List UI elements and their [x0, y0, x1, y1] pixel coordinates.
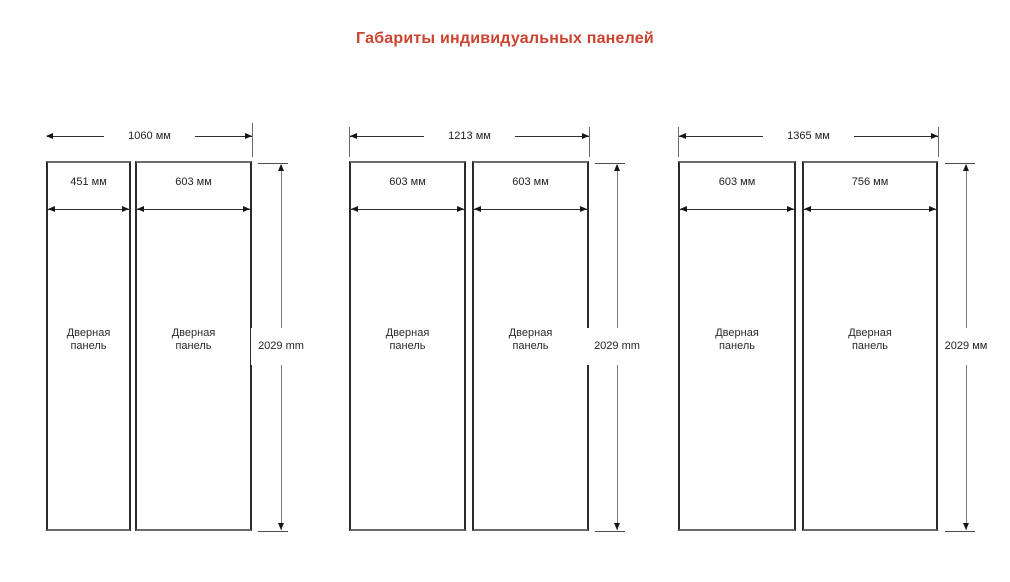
arrowhead-right-icon	[243, 206, 250, 212]
height-label: 2029 мм	[926, 328, 1006, 365]
arrowhead-right-icon	[457, 206, 464, 212]
dimension-tick	[589, 127, 590, 157]
arrowhead-up-icon	[614, 164, 620, 171]
panel-width-arrow-line	[474, 209, 587, 210]
arrowhead-up-icon	[278, 164, 284, 171]
page-title: Габариты индивидуальных панелей	[356, 30, 654, 47]
height-label: 2029 mm	[241, 328, 321, 365]
dimension-tick	[252, 123, 253, 157]
height-extension-line	[595, 163, 625, 164]
arrowhead-left-icon	[804, 206, 811, 212]
dimension-tick	[938, 127, 939, 157]
panel-label: Дверная панель	[848, 327, 892, 352]
panel-label: Дверная панель	[171, 327, 216, 352]
panel-label: Дверная панель	[66, 327, 111, 352]
height-extension-line	[945, 163, 975, 164]
height-extension-line	[945, 531, 975, 532]
arrowhead-left-icon	[48, 206, 55, 212]
arrowhead-left-icon	[351, 206, 358, 212]
arrowhead-right-icon	[787, 206, 794, 212]
panel-width-arrow-line	[680, 209, 794, 210]
arrowhead-right-icon	[580, 206, 587, 212]
panel-width-arrow-line	[351, 209, 464, 210]
total-width-label: 1060 мм	[47, 130, 252, 143]
panel-label: Дверная панель	[508, 327, 553, 352]
panel-width-label: 603 мм	[512, 176, 549, 188]
panel-width-label: 603 мм	[389, 176, 426, 188]
panel-width-label: 756 мм	[851, 176, 889, 188]
panel-width-arrow-line	[804, 209, 936, 210]
arrowhead-down-icon	[963, 523, 969, 530]
panel-width-label: 603 мм	[718, 176, 756, 188]
height-extension-line	[595, 531, 625, 532]
arrowhead-down-icon	[614, 523, 620, 530]
panel-width-arrow-line	[137, 209, 250, 210]
panel-width-label: 451 мм	[70, 176, 107, 188]
panel-width-label: 603 мм	[175, 176, 212, 188]
arrowhead-right-icon	[122, 206, 129, 212]
arrowhead-right-icon	[929, 206, 936, 212]
panel-label: Дверная панель	[385, 327, 430, 352]
height-extension-line	[258, 531, 288, 532]
arrowhead-left-icon	[137, 206, 144, 212]
arrowhead-up-icon	[963, 164, 969, 171]
height-label: 2029 mm	[577, 328, 657, 365]
total-width-label: 1213 мм	[350, 130, 589, 143]
panel-width-arrow-line	[48, 209, 129, 210]
arrowhead-left-icon	[474, 206, 481, 212]
panel-label: Дверная панель	[715, 327, 759, 352]
arrowhead-left-icon	[680, 206, 687, 212]
arrowhead-down-icon	[278, 523, 284, 530]
total-width-label: 1365 мм	[679, 130, 938, 143]
